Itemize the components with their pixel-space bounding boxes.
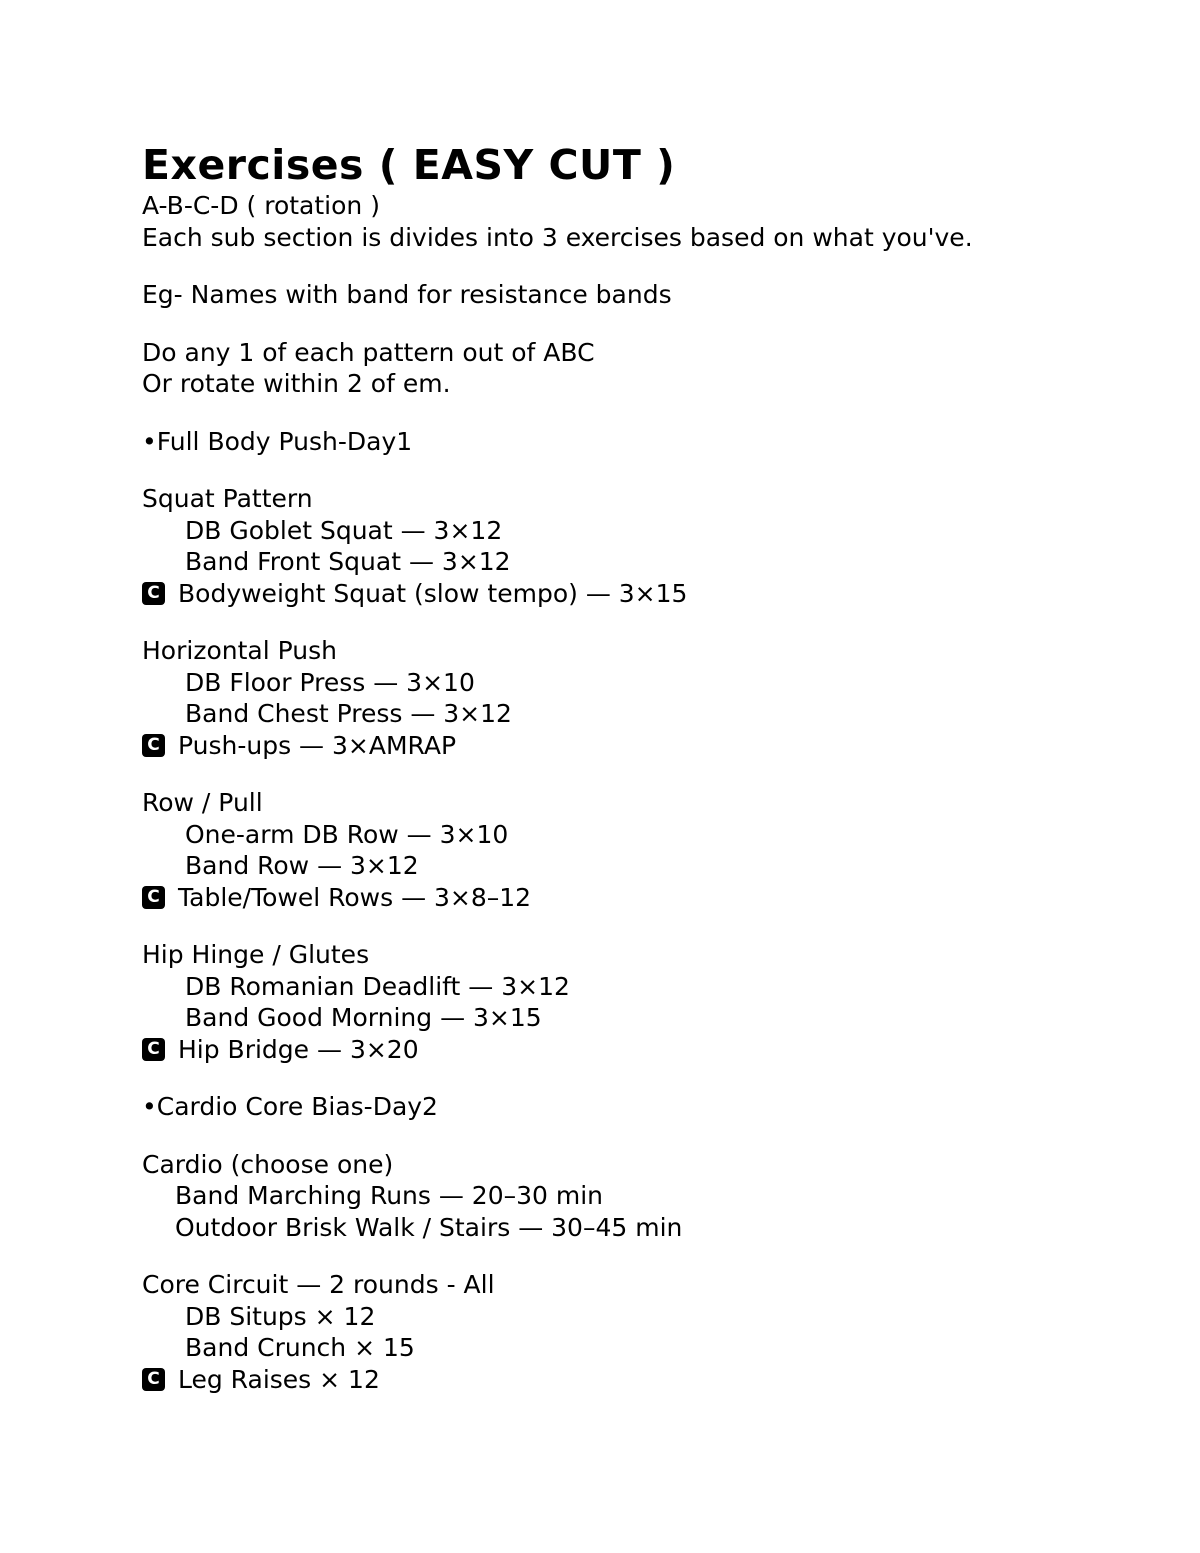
section-title: Squat Pattern	[142, 484, 313, 513]
exercise-item: Band Good Morning — 3×15	[185, 1003, 542, 1032]
exercise-label: Leg Raises × 12	[178, 1364, 380, 1394]
exercise-item-c	[142, 730, 1142, 762]
exercise-label: Table/Towel Rows — 3×8–12	[178, 882, 532, 912]
exercise-item: DB Situps × 12	[185, 1301, 376, 1331]
squat-pattern-section	[142, 483, 1142, 609]
section-title: Cardio (choose one)	[142, 1149, 394, 1179]
exercise-item: Band Marching Runs — 20–30 min	[175, 1181, 604, 1210]
letter-c-icon: C	[142, 1368, 165, 1391]
exercise-item: Band Row — 3×12	[185, 851, 419, 880]
horizontal-push-section	[142, 635, 1142, 761]
letter-c-icon: C	[142, 1038, 165, 1061]
section-title: Core Circuit — 2 rounds - All	[142, 1270, 495, 1299]
exercise-item-c	[142, 1364, 1142, 1396]
intro-line-description: Each sub section is divides into 3 exercises based on what you've.	[142, 222, 973, 252]
cardio-section	[142, 1149, 1142, 1244]
exercise-label: Push-ups — 3×AMRAP	[178, 730, 457, 760]
instruction-line-2: Or rotate within 2 of em.	[142, 369, 451, 398]
intro-line-rotation: A-B-C-D ( rotation )	[142, 191, 380, 220]
letter-c-icon: C	[142, 734, 165, 757]
day2-heading: •Cardio Core Bias-Day2	[142, 1092, 438, 1121]
hip-hinge-section	[142, 939, 1142, 1065]
exercise-item: Band Front Squat — 3×12	[185, 547, 511, 576]
exercise-item: Band Crunch × 15	[185, 1333, 415, 1362]
exercise-item: One-arm DB Row — 3×10	[185, 819, 509, 849]
letter-c-icon: C	[142, 582, 165, 605]
exercise-item-c	[142, 1034, 1142, 1066]
row-pull-section	[142, 787, 1142, 913]
exercise-item: Outdoor Brisk Walk / Stairs — 30–45 min	[175, 1212, 683, 1242]
section-title: Hip Hinge / Glutes	[142, 940, 370, 969]
document-page	[142, 140, 1142, 1395]
exercise-item: DB Romanian Deadlift — 3×12	[185, 971, 570, 1001]
instruction-line-1: Do any 1 of each pattern out of ABC	[142, 337, 595, 367]
letter-c-icon: C	[142, 886, 165, 909]
page-title: Exercises ( EASY CUT )	[142, 141, 676, 189]
day1-heading: •Full Body Push-Day1	[142, 426, 413, 456]
exercise-item: DB Goblet Squat — 3×12	[185, 515, 503, 545]
exercise-item-c	[142, 882, 1142, 914]
section-title: Horizontal Push	[142, 636, 337, 665]
exercise-item: Band Chest Press — 3×12	[185, 699, 512, 728]
example-line: Eg- Names with band for resistance bands	[142, 280, 672, 309]
core-circuit-section	[142, 1269, 1142, 1395]
exercise-item: DB Floor Press — 3×10	[185, 667, 475, 697]
exercise-item-c	[142, 578, 1142, 610]
exercise-label: Bodyweight Squat (slow tempo) — 3×15	[178, 578, 688, 608]
section-title: Row / Pull	[142, 788, 263, 817]
exercise-label: Hip Bridge — 3×20	[178, 1034, 419, 1064]
